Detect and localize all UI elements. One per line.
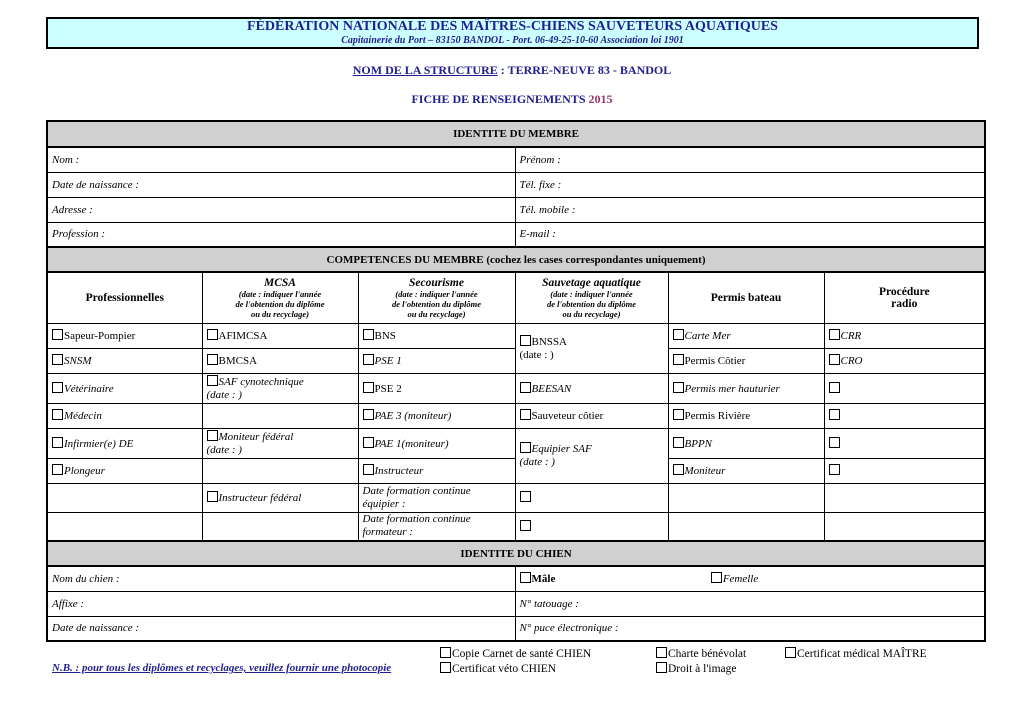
option-moniteur-permis[interactable]: Moniteur [668, 458, 824, 483]
checkbox-icon[interactable] [829, 382, 840, 393]
form-table [46, 120, 986, 642]
checkbox-icon[interactable] [673, 329, 684, 340]
option-saf-cynotechnique[interactable]: SAF cynotechnique (date : ) [202, 373, 358, 403]
pro-empty-cell-2 [47, 512, 202, 541]
checkbox-icon[interactable] [829, 464, 840, 475]
prenom-field[interactable]: Prénom : [515, 147, 985, 172]
radio-empty-cell [824, 483, 985, 512]
dog-name-field[interactable]: Nom du chien : [47, 566, 515, 591]
checkbox-icon[interactable] [207, 329, 218, 340]
option-radio-5[interactable] [824, 428, 985, 458]
doc-certif-veto[interactable]: Certificat véto CHIEN [440, 662, 556, 675]
checkbox-icon[interactable] [673, 437, 684, 448]
structure-line [0, 63, 1024, 78]
checkbox-icon[interactable] [829, 329, 840, 340]
checkbox-icon[interactable] [520, 491, 531, 502]
footer [0, 646, 1024, 676]
option-cro[interactable]: CRO [824, 348, 985, 373]
header-banner [46, 17, 979, 49]
tatouage-field[interactable]: N° tatouage : [515, 591, 985, 616]
doc-charte[interactable]: Charte bénévolat [656, 647, 746, 660]
nb-note: N.B. : pour tous les diplômes et recyclages, veuillez fournir une photocopie [52, 662, 392, 674]
nom-field[interactable]: Nom : [47, 147, 515, 172]
doc-certif-medical[interactable]: Certificat médical MAÎTRE [785, 647, 927, 660]
dog-birthdate-field[interactable]: Date de naissance : [47, 616, 515, 641]
mcsa-empty-cell-3 [202, 512, 358, 541]
option-carte-mer[interactable]: Carte Mer [668, 323, 824, 348]
permis-empty-cell-2 [668, 512, 824, 541]
formation-formateur-label: Date formation continue formateur : [358, 512, 515, 541]
option-equipier-saf[interactable]: Equipier SAF (date : ) [515, 428, 668, 483]
fiche-year: 2015 [588, 92, 613, 106]
option-permis-riviere[interactable]: Permis Rivière [668, 403, 824, 428]
option-beesan[interactable]: BEESAN [515, 373, 668, 403]
member-section-title: IDENTITE DU MEMBRE [47, 121, 985, 147]
checkbox-icon[interactable] [52, 464, 63, 475]
option-instructeur-federal[interactable]: Instructeur fédéral [202, 483, 358, 512]
option-medecin[interactable]: Médecin [47, 403, 202, 428]
col-mcsa: MCSA (date : indiquer l'année de l'obtention du diplôme ou du recyclage) [202, 272, 358, 323]
male-label: Mâle [531, 573, 556, 586]
col-procedure-radio: Procédure radio [824, 272, 985, 323]
option-radio-3[interactable] [824, 373, 985, 403]
option-bnssa[interactable]: BNSSA (date : ) [515, 323, 668, 373]
checkbox-icon[interactable] [656, 647, 667, 658]
checkbox-icon[interactable] [829, 409, 840, 420]
col-secourisme: Secourisme (date : indiquer l'année de l'obtention du diplôme ou du recyclage) [358, 272, 515, 323]
option-pae3[interactable]: PAE 3 (moniteur) [358, 403, 515, 428]
checkbox-icon[interactable] [363, 464, 374, 475]
checkbox-icon[interactable] [207, 354, 218, 365]
tel-fixe-field[interactable]: Tél. fixe : [515, 172, 985, 197]
dog-sex-field[interactable] [515, 566, 985, 591]
option-crr[interactable]: CRR [824, 323, 985, 348]
option-sauveteur-cotier[interactable]: Sauveteur côtier [515, 403, 668, 428]
federation-address: Capitainerie du Port – 83150 BANDOL - Port. 06-49-25-10-60 Association loi 1901 [341, 35, 684, 46]
checkbox-icon[interactable] [520, 442, 531, 453]
doc-copie-carnet[interactable]: Copie Carnet de santé CHIEN [440, 647, 591, 660]
checkbox-icon[interactable] [207, 430, 218, 441]
permis-empty-cell [668, 483, 824, 512]
tel-mobile-field[interactable]: Tél. mobile : [515, 197, 985, 222]
option-snsm[interactable]: SNSM [47, 348, 202, 373]
checkbox-icon[interactable] [363, 437, 374, 448]
option-moniteur-federal[interactable]: Moniteur fédéral (date : ) [202, 428, 358, 458]
checkbox-icon[interactable] [52, 329, 63, 340]
fiche-label: FICHE DE RENSEIGNEMENTS [411, 92, 589, 106]
checkbox-icon[interactable] [207, 491, 218, 502]
competences-section-title: COMPETENCES DU MEMBRE (cochez les cases correspondantes uniquement) [47, 247, 985, 272]
option-bppn[interactable]: BPPN [668, 428, 824, 458]
checkbox-icon[interactable] [363, 329, 374, 340]
checkbox-icon[interactable] [52, 382, 63, 393]
fiche-title [0, 92, 1024, 107]
structure-label: NOM DE LA STRUCTURE [352, 63, 498, 77]
checkbox-icon[interactable] [656, 662, 667, 673]
checkbox-icon[interactable] [711, 572, 722, 583]
puce-field[interactable]: N° puce électronique : [515, 616, 985, 641]
col-permis-bateau: Permis bateau [668, 272, 824, 323]
option-plongeur[interactable]: Plongeur [47, 458, 202, 483]
option-infirmier[interactable]: Infirmier(e) DE [47, 428, 202, 458]
checkbox-icon[interactable] [673, 382, 684, 393]
radio-empty-cell-2 [824, 512, 985, 541]
option-bmcsa[interactable]: BMCSA [202, 348, 358, 373]
checkbox-icon[interactable] [363, 382, 374, 393]
address-field[interactable]: Adresse : [47, 197, 515, 222]
checkbox-icon[interactable] [673, 464, 684, 475]
checkbox-icon[interactable] [829, 354, 840, 365]
option-permis-cotier[interactable]: Permis Côtier [668, 348, 824, 373]
formation-equipier-checkbox[interactable] [515, 483, 668, 512]
federation-title: FÉDÉRATION NATIONALE DES MAÎTRES-CHIENS SAUVETEURS AQUATIQUES [247, 19, 778, 34]
checkbox-icon[interactable] [785, 647, 796, 658]
affixe-field[interactable]: Affixe : [47, 591, 515, 616]
col-professionnelles: Professionnelles [47, 272, 202, 323]
checkbox-icon[interactable] [52, 437, 63, 448]
doc-droit-image[interactable]: Droit à l'image [656, 662, 737, 675]
checkbox-icon[interactable] [52, 354, 63, 365]
option-radio-4[interactable] [824, 403, 985, 428]
checkbox-icon[interactable] [520, 382, 531, 393]
option-sapeur-pompier[interactable]: Sapeur-Pompier [47, 323, 202, 348]
checkbox-icon[interactable] [440, 647, 451, 658]
col-sauvetage: Sauvetage aquatique (date : indiquer l'année de l'obtention du diplôme ou du recyclage) [515, 272, 668, 323]
checkbox-icon[interactable] [673, 409, 684, 420]
option-veterinaire[interactable]: Vétérinaire [47, 373, 202, 403]
structure-value: TERRE-NEUVE 83 - BANDOL [507, 63, 672, 77]
profession-field[interactable]: Profession : [47, 222, 515, 247]
option-pse1[interactable]: PSE 1 [358, 348, 515, 373]
formation-equipier-label: Date formation continue équipier : [358, 483, 515, 512]
checkbox-icon[interactable] [520, 572, 531, 583]
checkbox-icon[interactable] [520, 409, 531, 420]
option-instructeur[interactable]: Instructeur [358, 458, 515, 483]
option-afimcsa[interactable]: AFIMCSA [202, 323, 358, 348]
pro-empty-cell [47, 483, 202, 512]
checkbox-icon[interactable] [829, 437, 840, 448]
checkbox-icon[interactable] [207, 375, 218, 386]
checkbox-icon[interactable] [363, 354, 374, 365]
option-pae1[interactable]: PAE 1(moniteur) [358, 428, 515, 458]
checkbox-icon[interactable] [673, 354, 684, 365]
checkbox-icon[interactable] [52, 409, 63, 420]
option-radio-6[interactable] [824, 458, 985, 483]
option-bns[interactable]: BNS [358, 323, 515, 348]
checkbox-icon[interactable] [520, 520, 531, 531]
birthdate-field[interactable]: Date de naissance : [47, 172, 515, 197]
structure-separator: : [497, 63, 508, 77]
checkbox-icon[interactable] [363, 409, 374, 420]
formation-formateur-checkbox[interactable] [515, 512, 668, 541]
checkbox-icon[interactable] [440, 662, 451, 673]
email-field[interactable]: E-mail : [515, 222, 985, 247]
mcsa-empty-cell [202, 403, 358, 428]
chien-section-title: IDENTITE DU CHIEN [47, 541, 985, 566]
mcsa-empty-cell-2 [202, 458, 358, 483]
female-label: Femelle [722, 573, 759, 586]
checkbox-icon[interactable] [520, 335, 531, 346]
option-pse2[interactable]: PSE 2 [358, 373, 515, 403]
option-permis-hauturier[interactable]: Permis mer hauturier [668, 373, 824, 403]
